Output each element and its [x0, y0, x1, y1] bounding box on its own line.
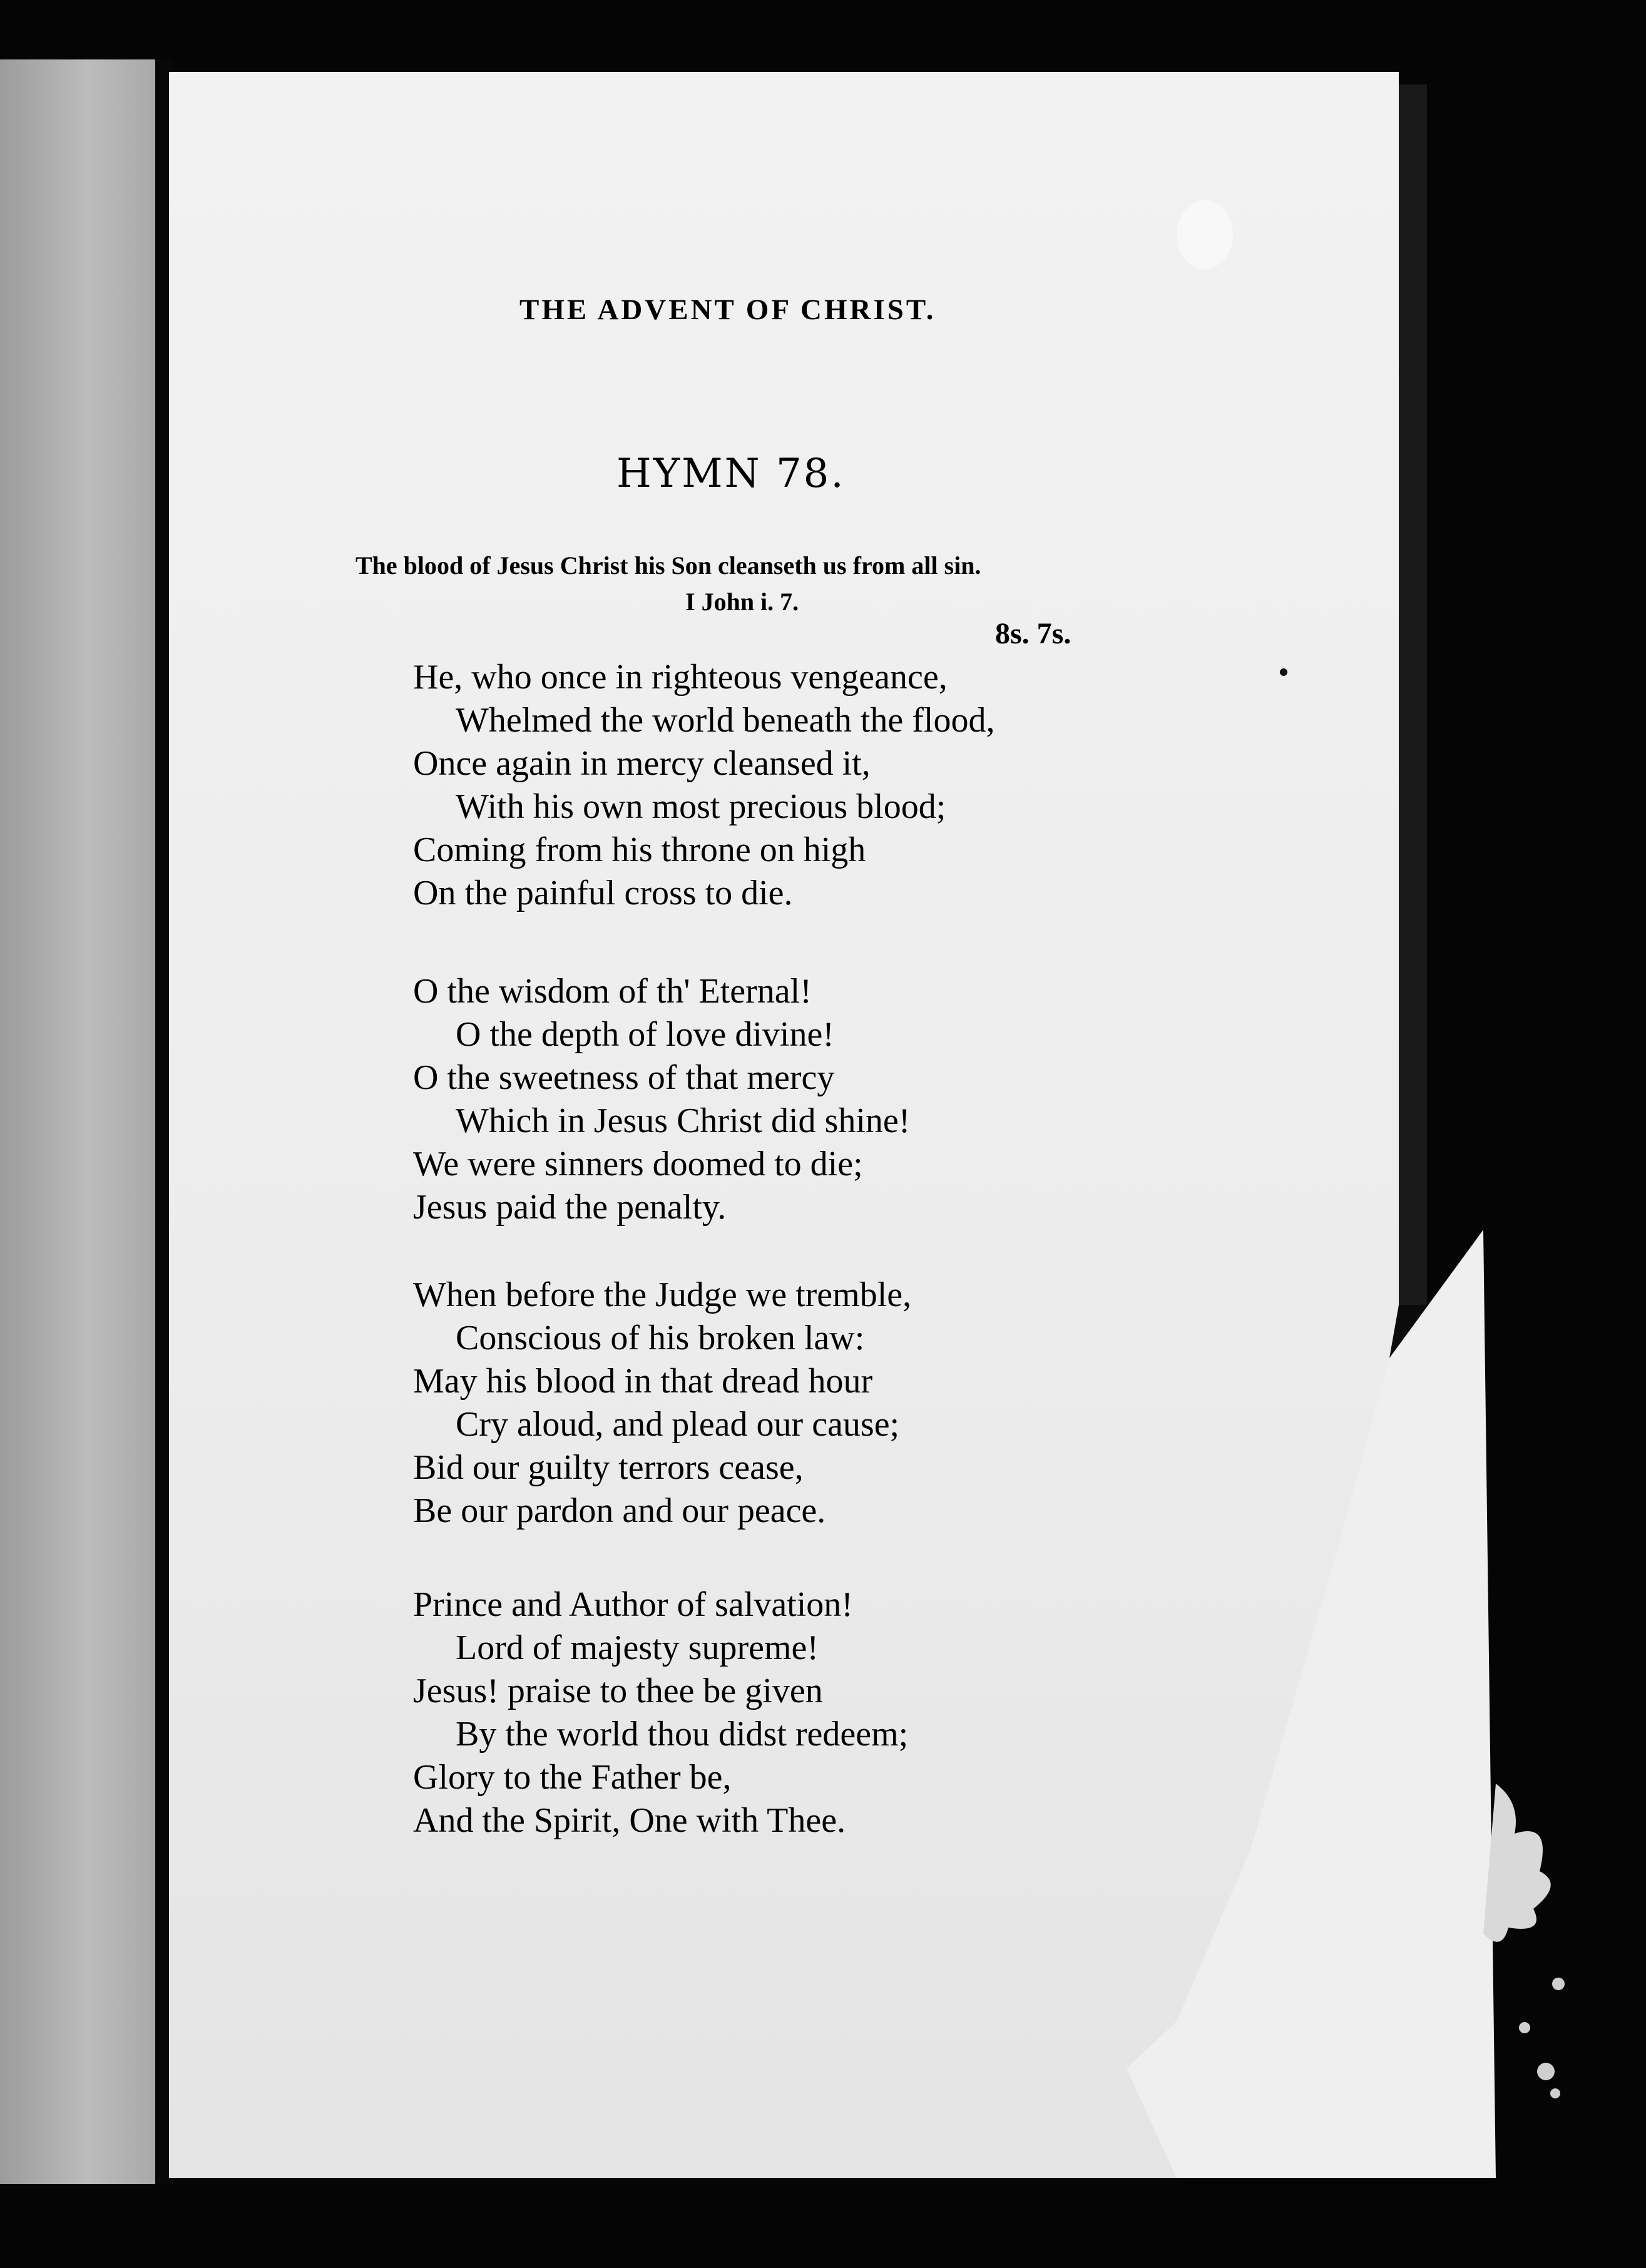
verse-line: On the painful cross to die.: [413, 874, 793, 912]
verse-line: Which in Jesus Christ did shine!: [456, 1101, 911, 1140]
verse-line: Bid our guilty terrors cease,: [413, 1448, 804, 1487]
stanza-1: [413, 656, 995, 915]
verse-line: Glory to the Father be,: [413, 1758, 732, 1797]
facing-page-edge: [0, 59, 160, 2184]
verse-line: And the Spirit, One with Thee.: [413, 1801, 846, 1840]
running-head: THE ADVENT OF CHRIST.: [519, 294, 936, 326]
verse-line: O the wisdom of th' Eternal!: [413, 972, 812, 1011]
verse-line: Once again in mercy cleansed it,: [413, 744, 871, 783]
verse-line: Be our pardon and our peace.: [413, 1491, 826, 1530]
verse-line: Prince and Author of salvation!: [413, 1585, 853, 1624]
verse-line: Cry aloud, and plead our cause;: [456, 1405, 900, 1444]
page-right-edge-shadow: [1399, 84, 1427, 1305]
verse-line: Whelmed the world beneath the flood,: [456, 701, 995, 740]
verse-line: Conscious of his broken law:: [456, 1319, 865, 1357]
verse-line: He, who once in righteous vengeance,: [413, 658, 948, 697]
verse-line: May his blood in that dread hour: [413, 1362, 873, 1401]
stanza-4: [413, 1583, 908, 1842]
verse-line: Jesus! praise to thee be given: [413, 1672, 823, 1710]
stanza-3: [413, 1274, 911, 1533]
verse-line: Coming from his throne on high: [413, 830, 866, 869]
hymn-title: HYMN 78.: [616, 451, 846, 497]
hymn-meter: 8s. 7s.: [995, 617, 1071, 650]
scripture-reference: I John i. 7.: [685, 588, 799, 616]
verse-line: O the depth of love divine!: [456, 1015, 834, 1054]
stanza-2: [413, 970, 910, 1229]
verse-line: When before the Judge we tremble,: [413, 1275, 912, 1314]
verse-line: By the world thou didst redeem;: [456, 1715, 909, 1754]
ink-dot: [1280, 668, 1287, 676]
verse-line: Jesus paid the penalty.: [413, 1188, 727, 1227]
page-blemish: [1177, 200, 1233, 269]
verse-line: With his own most precious blood;: [456, 787, 946, 826]
verse-line: O the sweetness of that mercy: [413, 1058, 835, 1097]
epigraph: The blood of Jesus Christ his Son cleanseth us from all sin.: [355, 551, 981, 580]
verse-line: We were sinners doomed to die;: [413, 1145, 863, 1183]
verse-line: Lord of majesty supreme!: [456, 1628, 819, 1667]
